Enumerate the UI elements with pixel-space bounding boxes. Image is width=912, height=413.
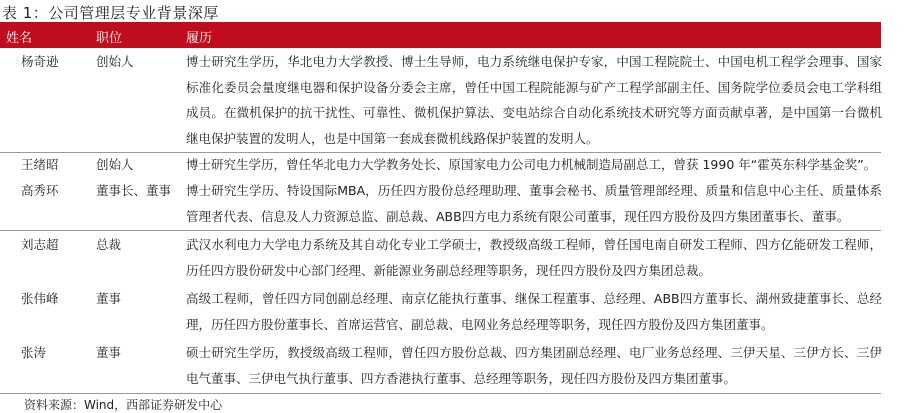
row-divider [0,230,881,231]
row-name: 杨奇逊 [21,54,59,69]
row-name: 张涛 [21,345,47,360]
header-resume: 履历 [186,31,213,46]
row-name: 刘志超 [21,237,59,252]
row-resume: 高级工程师，曾任四方同创副总经理、南京亿能执行董事、继保工程董事、总经理、ABB四方董事长、湖州致捷董事长、总经理，历任四方股份董事长、首席运营官、副总裁、电网业务总经理等职务，现任四方股份及四方集团董事。 [186,291,882,332]
row-resume: 武汉水利电力大学电力系统及其自动化专业工学硕士，教授级高级工程师，曾任国电南自研发工程师、四方亿能研发工程师，历任四方股份研发中心部门经理、新能源业务副总经理等职务，现任四方股份及四方集团总裁。 [186,237,882,278]
row-resume: 硕士研究生学历，教授级高级工程师，曾任四方股份总裁、四方集团副总经理、电厂业务总经理、三伊天星、三伊方长、三伊电气董事、三伊电气执行董事、四方香港执行董事、总经理等职务，现任四方股份及四方集团董事。 [186,345,882,386]
row-resume: 博士研究生学历，华北电力大学教授、博士生导师，电力系统继电保护专家，中国工程院院士、中国电机工程学会理事、国家标准化委员会量度继电器和保护设备分委会主席，曾任中国工程院能源与矿产工程学部副主任、国务院学位委员会电工学科组成员。在微机保护的抗干扰性、可靠性、微机保护算法、变电站综合自动化系统技术研究等方面贡献卓著，是中国第一台微机继电保护装置的发明人，也是中国第一套成套微机线路保护装置的发明人。 [186,54,882,146]
row-divider [0,393,881,394]
row-resume: 博士研究生学历，曾任华北电力大学教务处长、原国家电力公司电力机械制造局副总工，曾获 1990 年“霍英东科学基金奖”。 [186,157,877,172]
row-role: 总裁 [96,237,122,252]
row-name: 高秀环 [21,183,59,198]
header-role: 职位 [96,31,123,46]
row-role: 董事 [96,291,122,306]
row-role: 创始人 [96,54,134,69]
header-name: 姓名 [6,31,33,46]
source-note: 资料来源：Wind，西部证券研发中心 [24,398,223,412]
row-role: 董事 [96,345,122,360]
row-resume: 博士研究生学历、特设国际MBA，历任四方股份总经理助理、董事会秘书、质量管理部经理、质量和信息中心主任、质量体系管理者代表、信息及人力资源总监、副总裁、ABB四方电力系统有限公司董事，现任四方股份及四方集团董事长、董事。 [186,183,882,224]
table-title: 表 1：公司管理层专业背景深厚 [2,4,219,22]
row-role: 创始人 [96,157,134,172]
table-header [0,22,881,48]
row-role: 董事长、董事 [96,183,172,198]
row-name: 张伟峰 [21,291,59,306]
row-name: 王绪昭 [21,157,59,172]
